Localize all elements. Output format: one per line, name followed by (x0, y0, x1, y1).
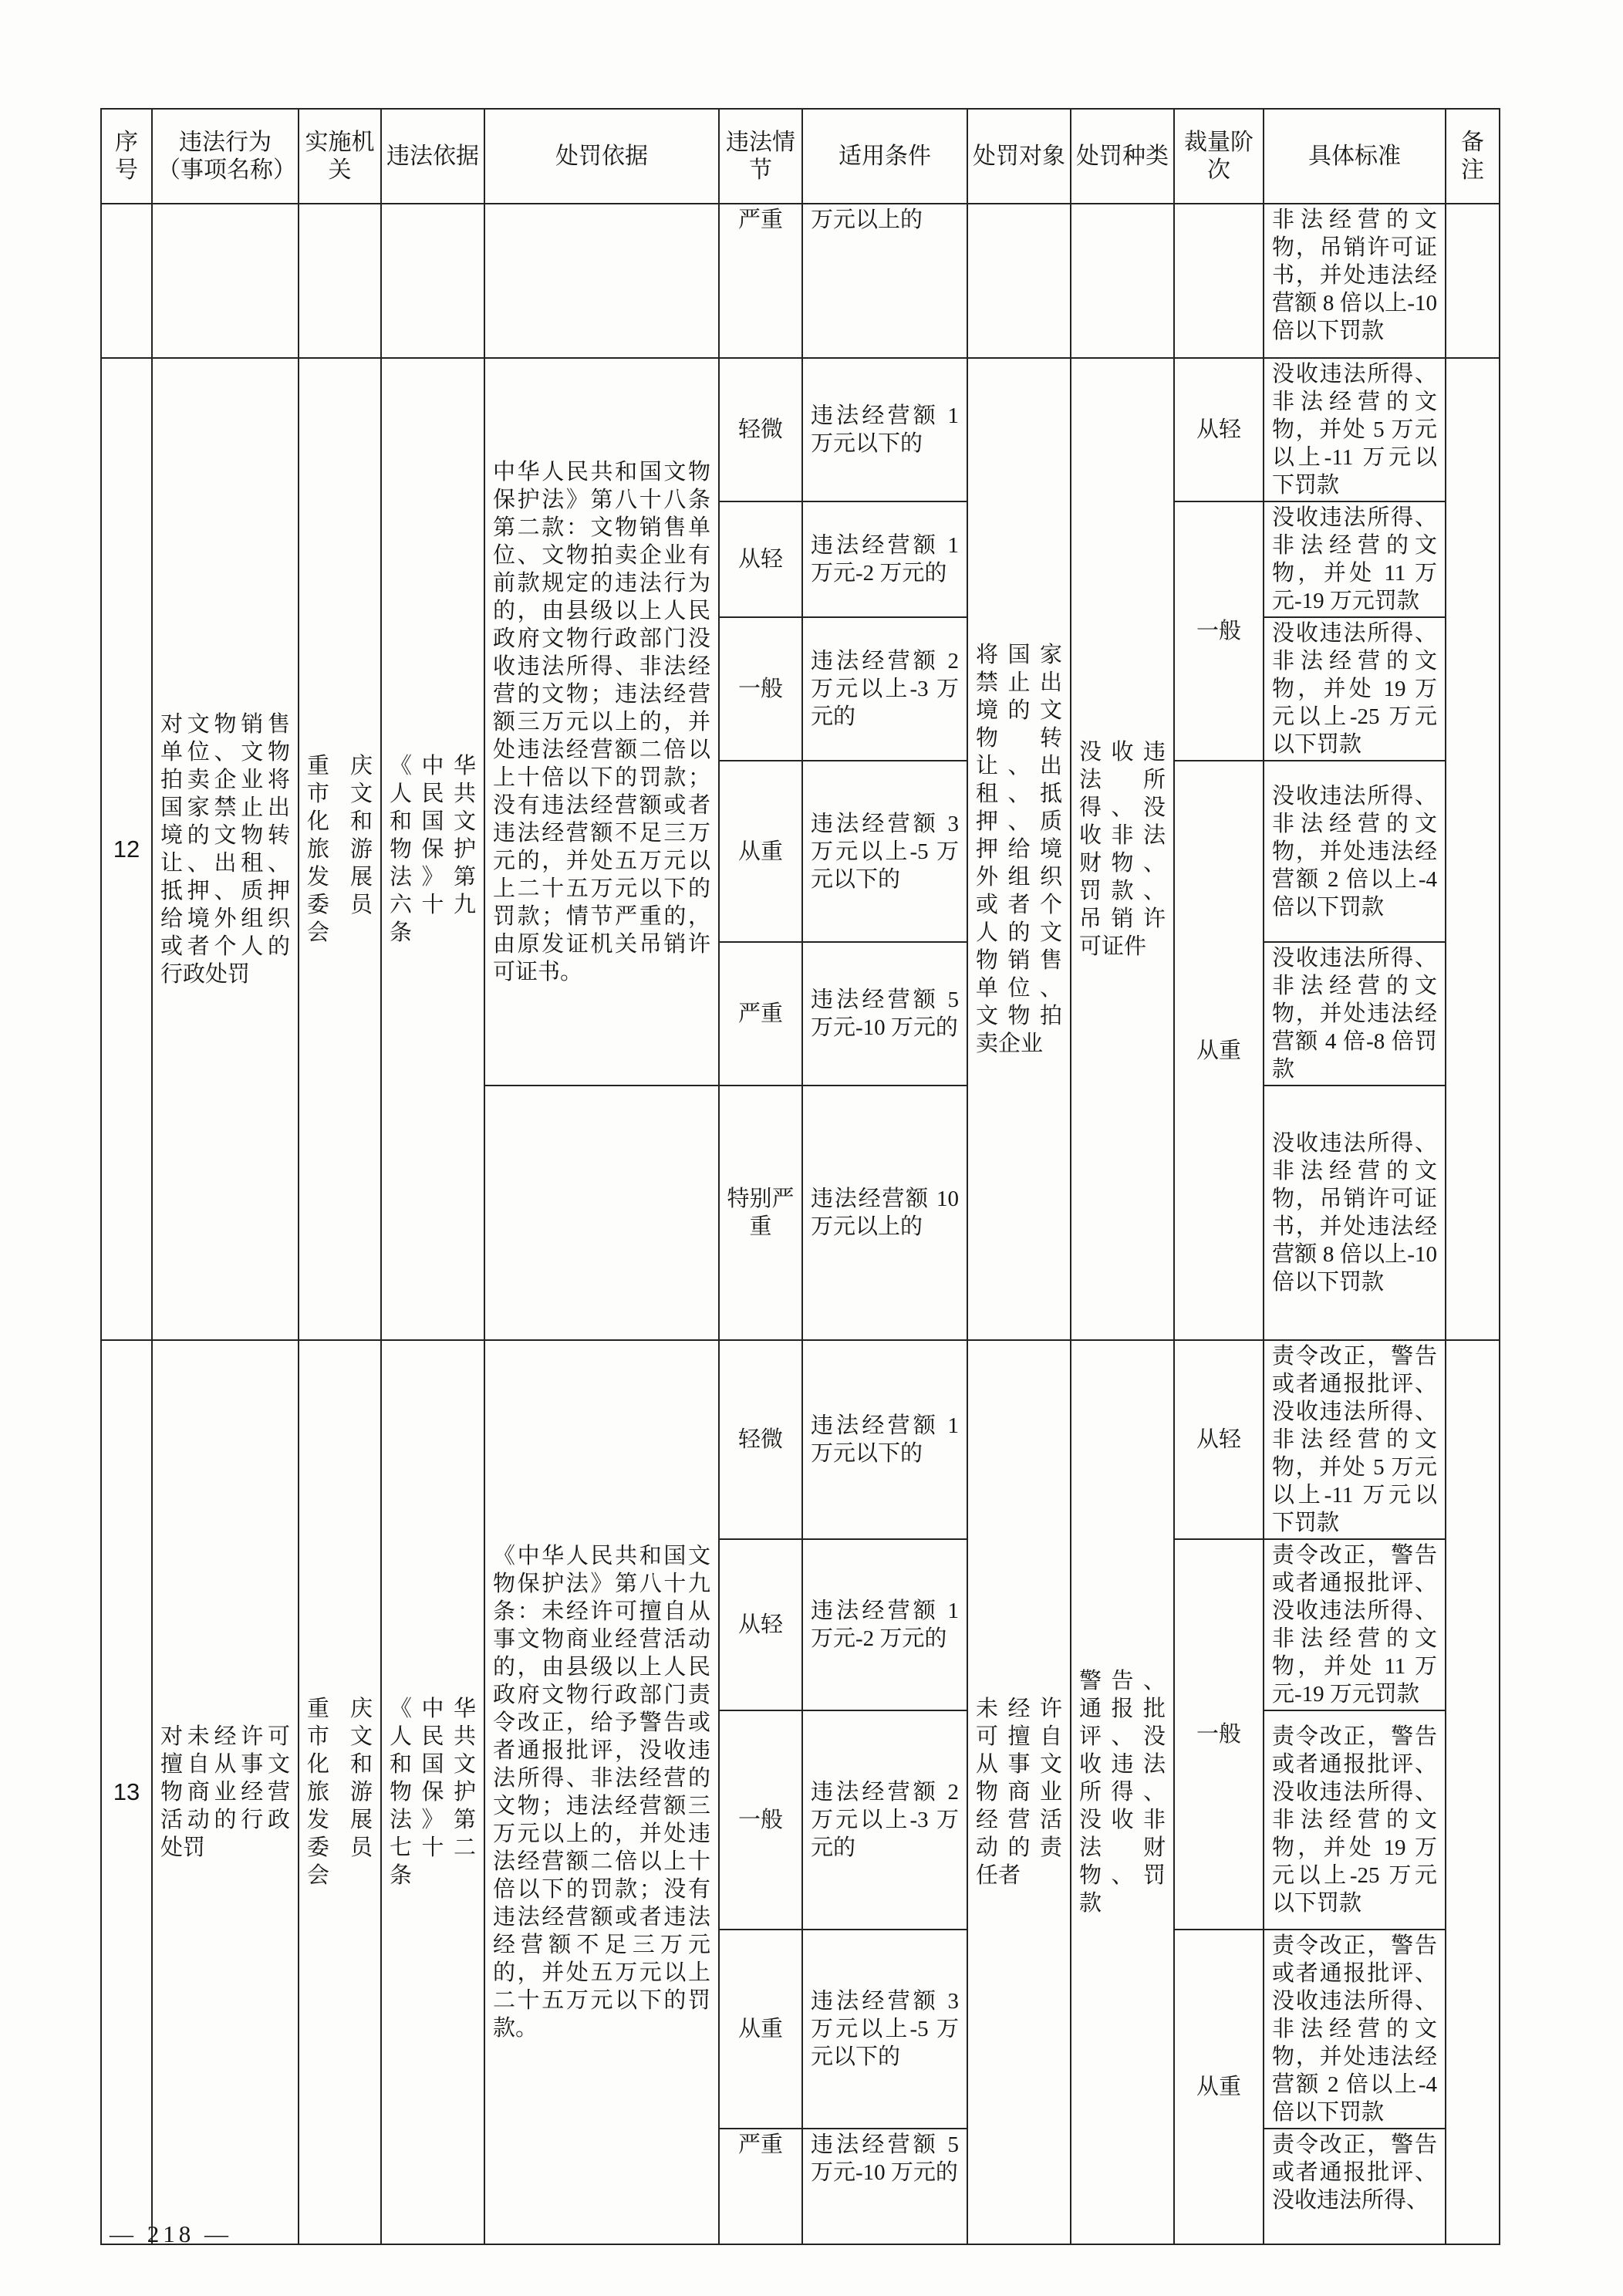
r12-tier1-condition: 违法经营额 1 万元以下的 (802, 358, 967, 501)
header-discretion-tier: 裁量阶次 (1174, 109, 1264, 204)
r13-tier2-standard: 责令改正，警告或者通报批评、没收违法所得、非法经营的文物，并处 11 万元-19 万元罚款 (1264, 1539, 1446, 1710)
carryover-types-empty (1071, 204, 1174, 358)
r12-behavior: 对文物销售单位、文物拍卖企业将国家禁止出境的文物转让、出租、抵押、质押给境外组织或者个人的行政处罚 (152, 358, 299, 1340)
row-13-tier-1 (101, 1340, 1500, 1539)
r13-agency: 重庆市文化和旅游发展委员会 (299, 1340, 381, 2244)
r13-tier2-condition: 违法经营额 1 万元-2 万元的 (802, 1539, 967, 1710)
r13-discretion-normal: 一般 (1174, 1539, 1264, 1930)
r12-discretion-heavy: 从重 (1174, 761, 1264, 1340)
carryover-index-empty (101, 204, 152, 358)
r12-discretion-normal: 一般 (1174, 501, 1264, 761)
r12-tier3-condition: 违法经营额 2 万元以上-3 万元的 (802, 617, 967, 761)
r12-tier4-standard: 没收违法所得、非法经营的文物，并处违法经营额 2 倍以上-4 倍以下罚款 (1264, 761, 1446, 942)
r13-discretion-light: 从轻 (1174, 1340, 1264, 1539)
r13-target: 未经许可擅自从事文物商业经营活动的责任者 (967, 1340, 1071, 2244)
r13-tier4-standard: 责令改正，警告或者通报批评、没收违法所得、非法经营的文物，并处违法经营额 2 倍以上-4 倍以下罚款 (1264, 1930, 1446, 2129)
r12-tier5-condition: 违法经营额 5 万元-10 万元的 (802, 942, 967, 1086)
header-applicable-condition: 适用条件 (802, 109, 967, 204)
header-violation-basis: 违法依据 (381, 109, 484, 204)
r12-tier6-condition: 违法经营额 10 万元以上的 (802, 1086, 967, 1340)
r12-tier2-circumstance: 从轻 (719, 501, 802, 617)
r12-tier3-circumstance: 一般 (719, 617, 802, 761)
table-header-row (101, 109, 1500, 204)
r12-agency: 重庆市文化和旅游发展委员会 (299, 358, 381, 1340)
carryover-remarks-empty (1446, 204, 1500, 358)
r12-tier1-circumstance: 轻微 (719, 358, 802, 501)
r12-tier3-standard: 没收违法所得、非法经营的文物，并处 19 万元以上-25 万元以下罚款 (1264, 617, 1446, 761)
r12-tier2-standard: 没收违法所得、非法经营的文物，并处 11 万元-19 万元罚款 (1264, 501, 1446, 617)
r12-penalty-basis: 中华人民共和国文物保护法》第八十八条第二款：文物销售单位、文物拍卖企业有前款规定的违法行为的，由县级以上人民政府文物行政部门没收违法所得、非法经营的文物；违法经营额三万元以上的，并处违法经营额二倍以上十倍以下的罚款；没有违法经营额或者违法经营额不足三万元的，并处五万元以上二十五万元以下的罚款；情节严重的，由原发证机关吊销许可证书。 (484, 358, 719, 1086)
carryover-discretion-empty (1174, 204, 1264, 358)
r13-tier1-condition: 违法经营额 1 万元以下的 (802, 1340, 967, 1539)
r12-tier1-standard: 没收违法所得、非法经营的文物，并处 5 万元以上-11 万元以下罚款 (1264, 358, 1446, 501)
r12-tier4-condition: 违法经营额 3 万元以上-5 万元以下的 (802, 761, 967, 942)
r13-index: 13 (101, 1340, 152, 2244)
r12-penalty-basis-empty (484, 1086, 719, 1340)
carryover-target-empty (967, 204, 1071, 358)
r12-tier6-circumstance: 特别严重 (719, 1086, 802, 1340)
r13-tier3-condition: 违法经营额 2 万元以上-3 万元的 (802, 1710, 967, 1930)
r12-tier5-standard: 没收违法所得、非法经营的文物，并处违法经营额 4 倍-8 倍罚款 (1264, 942, 1446, 1086)
r13-tier5-standard-text: 责令改正，警告或者通报批评、没收违法所得、 (1272, 2132, 1437, 2213)
page-number: — 218 — (110, 2220, 232, 2247)
carryover-row (101, 204, 1500, 358)
header-remarks: 备注 (1446, 109, 1500, 204)
header-index: 序号 (101, 109, 152, 204)
carryover-circumstance: 严重 (719, 204, 802, 358)
r13-tier3-standard: 责令改正，警告或者通报批评、没收违法所得、非法经营的文物，并处 19 万元以上-25 万元以下罚款 (1264, 1710, 1446, 1930)
r12-legal-basis: 《中华人民共和国文物保护法》第六十九条 (381, 358, 484, 1340)
r12-penalty-types: 没收违法所得、没收非法财物、罚款、吊销许可证件 (1071, 358, 1174, 1340)
r13-penalty-types: 警告、通报批评、没收违法所得、没收非法财物、罚款 (1071, 1340, 1174, 2244)
row-12-tier-1 (101, 358, 1500, 501)
header-illegal-act: 违法行为（事项名称） (152, 109, 299, 204)
r12-tier6-standard: 没收违法所得、非法经营的文物，吊销许可证书，并处违法经营额 8 倍以上-10 倍以下罚款 (1264, 1086, 1446, 1340)
r13-behavior: 对未经许可擅自从事文物商业经营活动的行政处罚 (152, 1340, 299, 2244)
r12-remarks-empty (1446, 358, 1500, 1340)
carryover-standard (1264, 204, 1446, 358)
r13-tier4-circumstance: 从重 (719, 1930, 802, 2129)
r13-remarks-empty (1446, 1340, 1500, 2244)
r13-penalty-basis: 《中华人民共和国文物保护法》第八十九条：未经许可擅自从事文物商业经营活动的，由县级以上人民政府文物行政部门责令改正，给予警告或者通报批评，没收违法所得、非法经营的文物；违法经营额三万元以上的，并处违法经营额二倍以上十倍以下的罚款；没有违法经营额或者违法经营额不足三万元的，并处五万元以上二十五万元以下的罚款。 (484, 1340, 719, 2244)
carryover-behavior-empty (152, 204, 299, 358)
r13-tier5-standard (1264, 2129, 1446, 2244)
r13-tier1-standard: 责令改正，警告或者通报批评、没收违法所得、非法经营的文物，并处 5 万元以上-11 万元以下罚款 (1264, 1340, 1446, 1539)
r13-tier1-circumstance: 轻微 (719, 1340, 802, 1539)
r13-tier5-condition: 违法经营额 5 万元-10 万元的 (802, 2129, 967, 2244)
r13-tier4-condition: 违法经营额 3 万元以上-5 万元以下的 (802, 1930, 967, 2129)
r12-tier4-circumstance: 从重 (719, 761, 802, 942)
r13-legal-basis: 《中华人民共和国文物保护法》第七十二条 (381, 1340, 484, 2244)
carryover-condition: 万元以上的 (802, 204, 967, 358)
r13-tier3-circumstance: 一般 (719, 1710, 802, 1930)
header-violation-circumstance: 违法情节 (719, 109, 802, 204)
r12-tier5-circumstance: 严重 (719, 942, 802, 1086)
r13-discretion-heavy: 从重 (1174, 1930, 1264, 2244)
header-penalty-basis: 处罚依据 (484, 109, 719, 204)
header-penalty-type: 处罚种类 (1071, 109, 1174, 204)
carryover-penalty-basis-empty (484, 204, 719, 358)
r13-tier5-circumstance: 严重 (719, 2129, 802, 2244)
header-penalty-target: 处罚对象 (967, 109, 1071, 204)
penalty-discretion-table (100, 108, 1500, 2245)
r12-discretion-light: 从轻 (1174, 358, 1264, 501)
header-specific-standard: 具体标准 (1264, 109, 1446, 204)
header-implementing-agency: 实施机关 (299, 109, 381, 204)
r12-index: 12 (101, 358, 152, 1340)
r12-target: 将国家禁止出境的文物转让、出租、抵押、质押给境外组织或者个人的文物销售单位、文物拍卖企业 (967, 358, 1071, 1340)
r13-tier2-circumstance: 从轻 (719, 1539, 802, 1710)
r12-tier2-condition: 违法经营额 1 万元-2 万元的 (802, 501, 967, 617)
carryover-agency-empty (299, 204, 381, 358)
carryover-legal-basis-empty (381, 204, 484, 358)
carryover-standard-text: 非法经营的文物，吊销许可证书，并处违法经营额 8 倍以上-10 倍以下罚款 (1272, 208, 1437, 343)
